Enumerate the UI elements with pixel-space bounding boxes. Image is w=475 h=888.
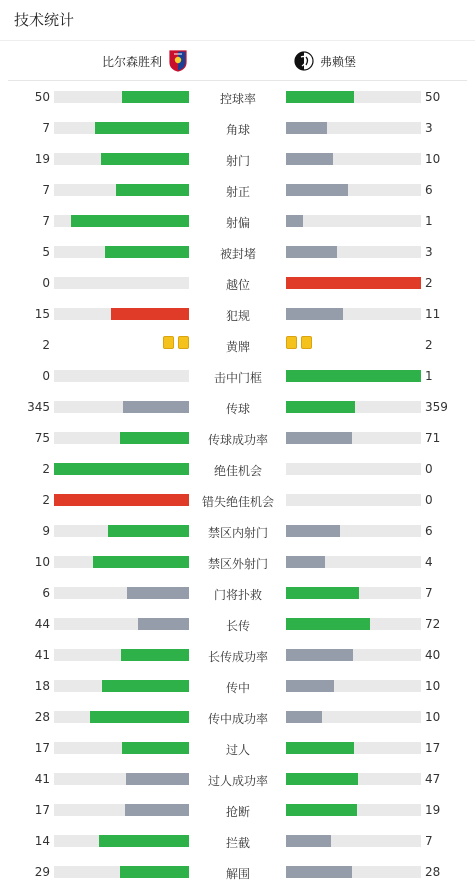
home-bar-fill (122, 742, 190, 754)
stat-row (0, 453, 475, 484)
away-bar-fill (286, 866, 352, 878)
away-bar-fill (286, 618, 370, 630)
home-value: 7 (42, 183, 50, 197)
stat-row (0, 205, 475, 236)
home-value: 0 (42, 369, 50, 383)
home-value: 7 (42, 214, 50, 228)
home-value: 41 (34, 772, 50, 786)
home-bar (54, 122, 189, 134)
home-bar (54, 432, 189, 444)
home-value: 29 (34, 865, 50, 879)
home-value: 28 (34, 710, 50, 724)
stat-row (0, 422, 475, 453)
away-value: 19 (425, 803, 441, 817)
stat-row (0, 81, 475, 112)
away-bar-fill (286, 711, 322, 723)
stat-label: 传球 (225, 402, 250, 416)
stat-label: 过人 (225, 743, 250, 757)
away-bar (286, 215, 421, 227)
stat-row (0, 112, 475, 143)
home-value: 44 (34, 617, 50, 631)
stat-row (0, 546, 475, 577)
away-bar (286, 432, 421, 444)
away-bar (286, 773, 421, 785)
home-bar (54, 91, 189, 103)
stat-label: 禁区内射门 (207, 526, 268, 540)
home-bar (54, 525, 189, 537)
home-bar (54, 215, 189, 227)
stat-row (0, 794, 475, 825)
away-bar (286, 866, 421, 878)
home-value: 6 (42, 586, 50, 600)
page-title: 技术统计 (14, 11, 75, 29)
home-value: 2 (42, 493, 50, 507)
stat-row (0, 856, 475, 887)
home-value: 17 (34, 803, 50, 817)
away-value: 11 (425, 307, 441, 321)
away-bar (286, 804, 421, 816)
home-bar (54, 308, 189, 320)
away-bar (286, 91, 421, 103)
home-bar (54, 401, 189, 413)
away-bar (286, 649, 421, 661)
home-value: 10 (34, 555, 50, 569)
stat-row (0, 670, 475, 701)
stat-row (0, 515, 475, 546)
home-bar (54, 680, 189, 692)
home-bar (54, 246, 189, 258)
away-value: 10 (425, 152, 441, 166)
home-value: 18 (34, 679, 50, 693)
home-bar (54, 866, 189, 878)
home-value: 9 (42, 524, 50, 538)
home-bar-fill (102, 680, 189, 692)
home-bar (54, 556, 189, 568)
away-value: 6 (425, 183, 433, 197)
home-bar-fill (120, 432, 189, 444)
away-bar-fill (286, 587, 359, 599)
away-bar-fill (286, 91, 354, 103)
stat-label: 门将扑救 (213, 588, 262, 602)
yellow-card-icon (301, 336, 312, 349)
away-bar-fill (286, 742, 354, 754)
away-team[interactable] (294, 50, 356, 72)
home-value: 2 (42, 462, 50, 476)
home-value: 7 (42, 121, 50, 135)
stat-row (0, 825, 475, 856)
away-cards (286, 336, 312, 349)
away-bar (286, 494, 421, 506)
away-bar (286, 835, 421, 847)
away-bar-fill (286, 122, 327, 134)
stat-label: 控球率 (219, 92, 256, 106)
away-bar-fill (286, 246, 337, 258)
away-value: 17 (425, 741, 441, 755)
away-bar (286, 742, 421, 754)
sc-freiburg-crest-icon (294, 51, 314, 71)
home-bar-fill (108, 525, 189, 537)
home-bar (54, 649, 189, 661)
yellow-card-icon (163, 336, 174, 349)
away-bar-fill (286, 401, 355, 413)
away-value: 7 (425, 834, 433, 848)
away-bar-fill (286, 153, 333, 165)
away-bar-fill (286, 680, 334, 692)
stat-row (0, 391, 475, 422)
home-value: 50 (34, 90, 50, 104)
home-bar-fill (122, 91, 190, 103)
stat-label: 射偏 (225, 216, 250, 230)
away-bar-fill (286, 525, 340, 537)
away-bar (286, 711, 421, 723)
home-team[interactable] (102, 50, 187, 72)
stat-row (0, 701, 475, 732)
stat-label: 射门 (225, 154, 250, 168)
away-bar-fill (286, 370, 421, 382)
away-value: 0 (425, 493, 433, 507)
away-value: 6 (425, 524, 433, 538)
away-bar-fill (286, 432, 352, 444)
away-bar-fill (286, 184, 348, 196)
stat-row (0, 236, 475, 267)
stat-label: 角球 (225, 123, 250, 137)
away-bar (286, 463, 421, 475)
away-bar (286, 680, 421, 692)
home-bar-fill (99, 835, 189, 847)
away-bar-fill (286, 835, 331, 847)
stat-row (0, 763, 475, 794)
home-value: 19 (34, 152, 50, 166)
stat-label: 抢断 (225, 805, 250, 819)
stat-row (0, 267, 475, 298)
stat-row (0, 577, 475, 608)
away-value: 3 (425, 245, 433, 259)
home-value: 41 (34, 648, 50, 662)
viktoria-plzen-crest-icon (169, 50, 187, 72)
stat-row (0, 329, 475, 360)
yellow-card-icon (286, 336, 297, 349)
teams-header (8, 41, 467, 81)
home-value: 5 (42, 245, 50, 259)
away-value: 2 (425, 276, 433, 290)
home-bar-fill (71, 215, 189, 227)
stat-label: 越位 (225, 278, 250, 292)
away-value: 0 (425, 462, 433, 476)
stat-row (0, 174, 475, 205)
stat-label: 被封堵 (219, 247, 256, 261)
stat-row (0, 608, 475, 639)
away-bar-fill (286, 308, 343, 320)
stat-label: 长传成功率 (207, 650, 268, 664)
away-bar (286, 122, 421, 134)
home-bar (54, 277, 189, 289)
home-bar-fill (123, 401, 189, 413)
away-bar (286, 587, 421, 599)
home-bar-fill (93, 556, 189, 568)
away-value: 47 (425, 772, 441, 786)
home-bar-fill (105, 246, 189, 258)
home-bar-fill (54, 494, 189, 506)
home-bar (54, 773, 189, 785)
home-value: 345 (27, 400, 50, 414)
away-bar (286, 401, 421, 413)
home-bar-fill (138, 618, 189, 630)
stat-label: 传球成功率 (207, 433, 268, 447)
home-value: 17 (34, 741, 50, 755)
away-bar (286, 277, 421, 289)
stat-row (0, 360, 475, 391)
home-team-name: 比尔森胜利 (102, 54, 163, 69)
home-bar (54, 742, 189, 754)
away-bar (286, 308, 421, 320)
home-bar-fill (127, 587, 189, 599)
away-value: 4 (425, 555, 433, 569)
home-bar (54, 370, 189, 382)
away-bar-fill (286, 773, 358, 785)
home-bar-fill (121, 649, 189, 661)
stat-label: 拦截 (225, 836, 250, 850)
home-bar-fill (111, 308, 189, 320)
home-bar-fill (90, 711, 189, 723)
home-bar (54, 835, 189, 847)
stat-label: 射正 (225, 185, 250, 199)
home-bar (54, 587, 189, 599)
home-bar-fill (120, 866, 189, 878)
home-bar-fill (54, 463, 189, 475)
stat-row (0, 484, 475, 515)
away-bar-fill (286, 649, 353, 661)
away-value: 1 (425, 369, 433, 383)
home-value: 14 (34, 834, 50, 848)
away-bar-fill (286, 277, 421, 289)
away-value: 2 (425, 338, 433, 352)
away-bar (286, 184, 421, 196)
home-bar-fill (101, 153, 189, 165)
home-bar (54, 618, 189, 630)
home-bar (54, 711, 189, 723)
away-value: 7 (425, 586, 433, 600)
away-value: 28 (425, 865, 441, 879)
stats-list (0, 81, 475, 887)
home-value: 2 (42, 338, 50, 352)
home-bar-fill (116, 184, 189, 196)
away-bar-fill (286, 215, 303, 227)
away-team-name: 弗赖堡 (320, 54, 357, 69)
home-bar (54, 184, 189, 196)
away-bar-fill (286, 804, 357, 816)
home-cards (163, 336, 189, 349)
stat-row (0, 298, 475, 329)
away-bar-fill (286, 556, 325, 568)
stat-row (0, 639, 475, 670)
home-bar (54, 804, 189, 816)
stat-label: 禁区外射门 (207, 557, 268, 571)
stat-label: 传中成功率 (207, 712, 268, 726)
home-bar-fill (126, 773, 189, 785)
away-value: 10 (425, 710, 441, 724)
stat-label: 过人成功率 (207, 774, 268, 788)
stat-label: 长传 (225, 619, 250, 633)
away-bar (286, 525, 421, 537)
away-bar (286, 246, 421, 258)
away-value: 40 (425, 648, 441, 662)
home-bar (54, 494, 189, 506)
stat-label: 黄牌 (225, 340, 250, 354)
stat-label: 传中 (225, 681, 250, 695)
stat-label: 犯规 (225, 309, 250, 323)
stat-label: 解围 (225, 867, 250, 881)
away-bar (286, 556, 421, 568)
stat-row (0, 143, 475, 174)
away-value: 72 (425, 617, 441, 631)
stat-label: 绝佳机会 (213, 464, 262, 478)
home-bar-fill (125, 804, 189, 816)
away-value: 50 (425, 90, 441, 104)
away-bar (286, 618, 421, 630)
stat-label: 击中门框 (213, 371, 262, 385)
away-value: 3 (425, 121, 433, 135)
away-value: 10 (425, 679, 441, 693)
away-value: 1 (425, 214, 433, 228)
away-value: 359 (425, 400, 448, 414)
home-bar (54, 153, 189, 165)
away-value: 71 (425, 431, 441, 445)
home-value: 75 (34, 431, 50, 445)
away-bar (286, 370, 421, 382)
home-bar-fill (95, 122, 190, 134)
yellow-card-icon (178, 336, 189, 349)
home-value: 0 (42, 276, 50, 290)
stat-label: 错失绝佳机会 (201, 495, 274, 509)
away-bar (286, 153, 421, 165)
home-value: 15 (34, 307, 50, 321)
stat-row (0, 732, 475, 763)
home-bar (54, 463, 189, 475)
